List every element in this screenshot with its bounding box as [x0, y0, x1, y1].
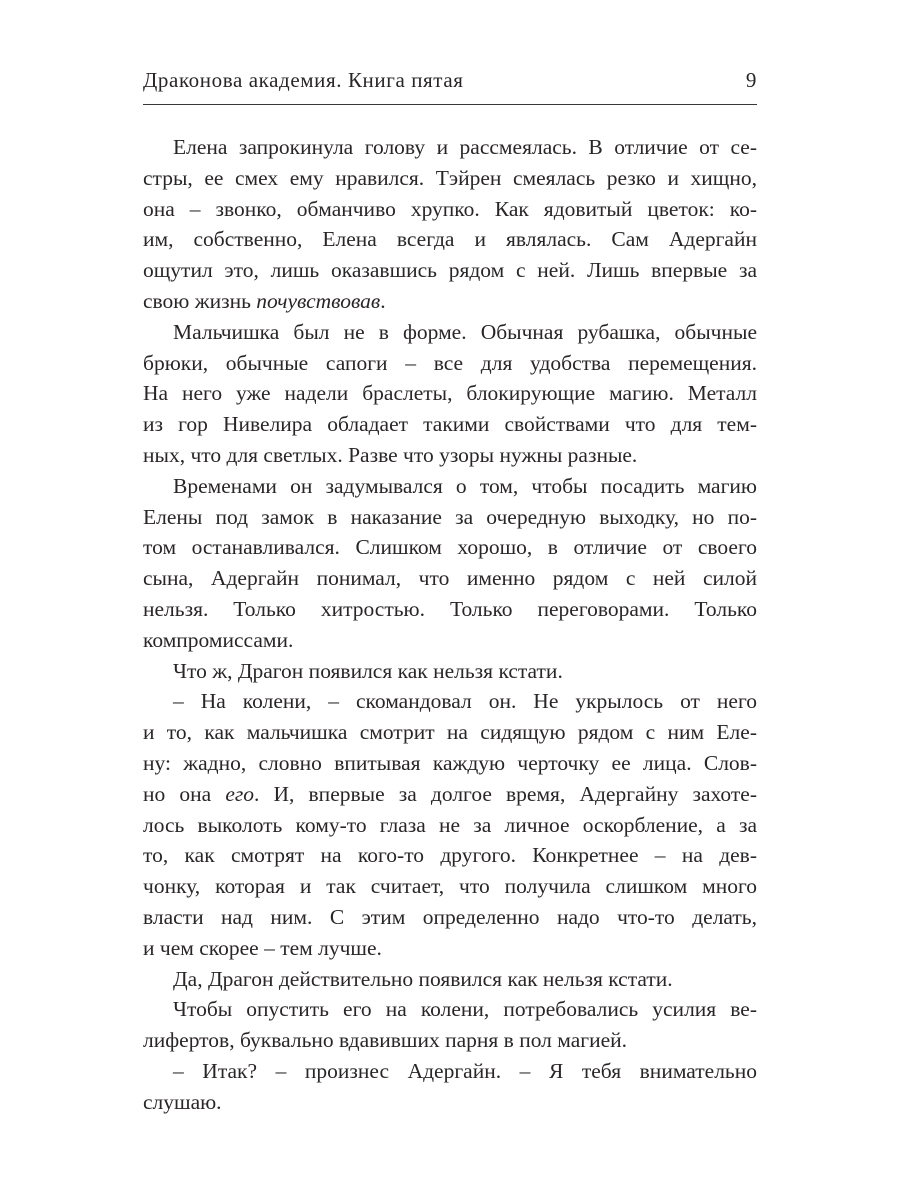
- text-line: [143, 594, 757, 625]
- text-line: [143, 994, 757, 1025]
- text-line: [143, 810, 757, 841]
- text-line: [143, 902, 757, 933]
- text-line: [143, 625, 757, 656]
- text-line: [143, 409, 757, 440]
- text-line: [143, 440, 757, 471]
- text-segment: нельзя. Только хитростью. Только переговорами. Только: [143, 596, 757, 621]
- text-segment: стры, ее смех ему нравился. Тэйрен смеялась резко и хищно,: [143, 165, 757, 190]
- text-line: [143, 532, 757, 563]
- text-segment: власти над ним. С этим определенно надо что-то делать,: [143, 904, 757, 929]
- text-line: [143, 194, 757, 225]
- body-text: [143, 132, 757, 1118]
- text-segment: сына, Адергайн понимал, что именно рядом с ней силой: [143, 566, 757, 591]
- text-segment: брюки, обычные сапоги – все для удобства перемещения.: [143, 350, 757, 375]
- text-line: [143, 871, 757, 902]
- text-segment: Временами он задумывался о том, чтобы посадить магию: [173, 473, 757, 498]
- text-line: [143, 255, 757, 286]
- text-line: [143, 686, 757, 717]
- text-line: [143, 748, 757, 779]
- text-line: [143, 1087, 757, 1118]
- italic-text: почувствовав: [256, 288, 381, 313]
- text-segment: Да, Драгон действительно появился как нельзя кстати.: [173, 966, 673, 991]
- text-segment: На него уже надели браслеты, блокирующие магию. Металл: [143, 381, 757, 406]
- text-segment: из гор Нивелира обладает такими свойствами что для тем-: [143, 412, 757, 437]
- text-segment: она – звонко, обманчиво хрупко. Как ядовитый цветок: ко-: [143, 196, 757, 221]
- text-segment: компромиссами.: [143, 627, 294, 652]
- text-segment: Елена запрокинула голову и рассмеялась. В отличие от се-: [173, 135, 757, 159]
- text-segment: Мальчишка был не в форме. Обычная рубашка, обычные: [173, 319, 757, 344]
- text-line: [143, 224, 757, 255]
- text-line: [143, 933, 757, 964]
- text-segment: – На колени, – скомандовал он. Не укрылось от него: [173, 689, 757, 714]
- text-segment: – Итак? – произнес Адергайн. – Я тебя внимательно: [173, 1058, 757, 1083]
- text-line: [143, 378, 757, 409]
- text-line: [143, 348, 757, 379]
- page-number: 9: [745, 68, 757, 92]
- running-header: [143, 68, 757, 96]
- text-line: [143, 840, 757, 871]
- text-line: [143, 1025, 757, 1056]
- text-line: [143, 471, 757, 502]
- text-line: [143, 779, 757, 810]
- text-segment: ощутил это, лишь оказавшись рядом с ней. Лишь впервые за: [143, 258, 757, 283]
- text-segment: Что ж, Драгон появился как нельзя кстати.: [173, 658, 563, 683]
- text-line: [143, 717, 757, 748]
- text-segment: Елены под замок в наказание за очередную выходку, но по-: [143, 504, 757, 529]
- text-line: [143, 317, 757, 348]
- text-line: [143, 132, 757, 163]
- text-segment: слушаю.: [143, 1089, 222, 1114]
- text-segment: но она: [143, 781, 226, 806]
- text-line: [143, 656, 757, 687]
- text-segment: свою жизнь: [143, 288, 257, 313]
- text-segment: ных, что для светлых. Разве что узоры нужны разные.: [143, 442, 638, 467]
- text-segment: .: [380, 288, 386, 313]
- text-line: [143, 1056, 757, 1087]
- text-line: [143, 964, 757, 995]
- text-line: [143, 563, 757, 594]
- text-segment: лифертов, буквально вдавивших парня в пол магией.: [143, 1028, 628, 1053]
- text-line: [143, 163, 757, 194]
- text-segment: . И, впервые за долгое время, Адергайну захоте-: [254, 781, 757, 806]
- text-line: [143, 286, 757, 317]
- text-segment: ну: жадно, словно впитывая каждую черточку ее лица. Слов-: [143, 750, 757, 775]
- text-segment: чонку, которая и так считает, что получила слишком много: [143, 874, 757, 899]
- book-title: Драконова академия. Книга пятая: [143, 68, 464, 92]
- text-segment: и то, как мальчишка смотрит на сидящую рядом с ним Еле-: [143, 720, 757, 745]
- text-segment: и чем скорее – тем лучше.: [143, 935, 382, 960]
- text-segment: том останавливался. Слишком хорошо, в отличие от своего: [143, 535, 757, 560]
- text-segment: им, собственно, Елена всегда и являлась. Сам Адергайн: [143, 227, 757, 252]
- header-rule: [143, 104, 757, 105]
- text-line: [143, 502, 757, 533]
- text-segment: Чтобы опустить его на колени, потребовались усилия ве-: [173, 997, 757, 1022]
- text-segment: то, как смотрят на кого-то другого. Конкретнее – на дев-: [143, 843, 757, 868]
- text-segment: лось выколоть кому-то глаза не за личное оскорбление, а за: [143, 812, 757, 837]
- italic-text: его: [225, 781, 254, 806]
